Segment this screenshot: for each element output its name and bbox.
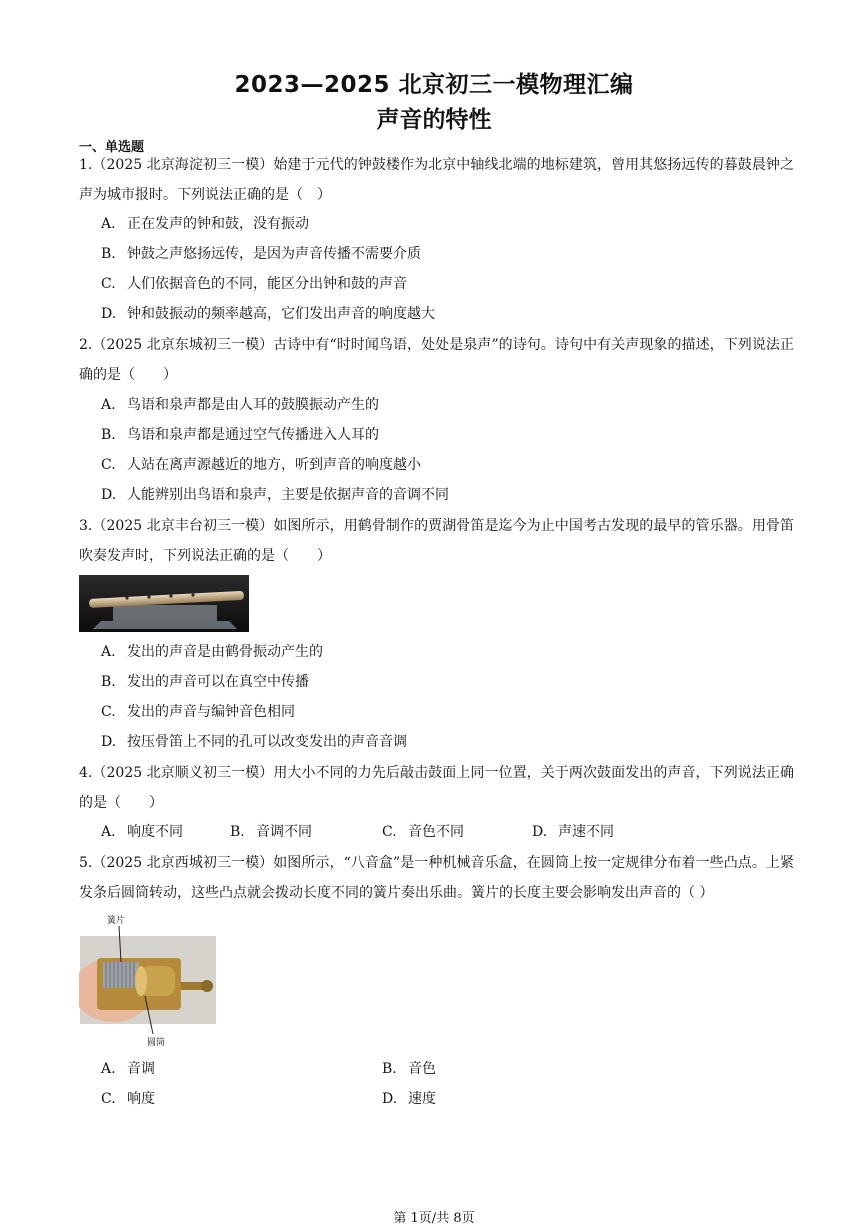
question-4-stem: 4.（2025 北京顺义初三一模）用大小不同的力先后敲击鼓面上同一位置，关于两次鼓面发出的声音，下列说法正确的是（ ）: [79, 765, 794, 811]
question-3-stem: 3.（2025 北京丰台初三一模）如图所示，用鹤骨制作的贾湖骨笛是迄今为止中国考古发现的最早的管乐器。用骨笛吹奏发声时，下列说法正确的是（ ）: [79, 518, 794, 564]
page-number: 第 1页/共 8页: [393, 1211, 475, 1226]
bone-flute-image: [79, 575, 249, 632]
question-3-option-a: A. 发出的声音是由鹤骨振动产生的: [101, 644, 323, 660]
question-4-option-d: D. 声速不同: [532, 824, 614, 840]
question-1-option-d: D. 钟和鼓振动的频率越高，它们发出声音的响度越大: [101, 306, 435, 322]
question-5-option-a: A. 音调: [101, 1061, 155, 1077]
question-1-option-c: C. 人们依据音色的不同，能区分出钟和鼓的声音: [101, 276, 407, 292]
question-2-option-c: C. 人站在离声源越近的地方，听到声音的响度越小: [101, 457, 421, 473]
question-4-option-b: B. 音调不同: [230, 824, 312, 840]
question-2-option-b: B. 鸟语和泉声都是通过空气传播进入人耳的: [101, 427, 379, 443]
question-2-option-d: D. 人能辨别出鸟语和泉声，主要是依据声音的音调不同: [101, 487, 449, 503]
question-5-option-c: C. 响度: [101, 1091, 155, 1107]
section-heading: 一、单选题: [79, 140, 145, 155]
figure-label-reed: 簧片: [107, 916, 126, 926]
question-1-option-b: B. 钟鼓之声悠扬远传，是因为声音传播不需要介质: [101, 246, 421, 262]
question-4-option-a: A. 响度不同: [101, 824, 183, 840]
document-title: 2023—2025 北京初三一模物理汇编: [234, 72, 634, 98]
question-3-option-c: C. 发出的声音与编钟音色相同: [101, 704, 295, 720]
question-3-option-b: B. 发出的声音可以在真空中传播: [101, 674, 309, 690]
question-5-option-b: B. 音色: [382, 1061, 436, 1077]
figure-label-cylinder: 圆筒: [147, 1038, 166, 1048]
question-3-option-d: D. 按压骨笛上不同的孔可以改变发出的声音音调: [101, 734, 407, 750]
question-4-option-c: C. 音色不同: [382, 824, 464, 840]
question-2-stem: 2.（2025 北京东城初三一模）古诗中有“时时闻鸟语，处处是泉声”的诗句。诗句中有关声现象的描述，下列说法正确的是（ ）: [79, 337, 794, 383]
question-5-option-d: D. 速度: [382, 1091, 436, 1107]
question-1-stem: 1.（2025 北京海淀初三一模）始建于元代的钟鼓楼作为北京中轴线北端的地标建筑，曾用其悠扬远传的暮鼓晨钟之声为城市报时。下列说法正确的是（ ）: [79, 157, 794, 203]
question-5-stem: 5.（2025 北京西城初三一模）如图所示，“八音盒”是一种机械音乐盒，在圆筒上按一定规律分布着一些凸点。上紧发条后圆筒转动，这些凸点就会拨动长度不同的簧片奏出乐曲。簧片的长度主要会影响发出声音的（ ）: [79, 855, 794, 901]
question-2-option-a: A. 鸟语和泉声都是由人耳的鼓膜振动产生的: [101, 397, 379, 413]
music-box-figure: [79, 912, 219, 1052]
document-subtitle: 声音的特性: [376, 107, 492, 133]
question-1-option-a: A. 正在发声的钟和鼓，没有振动: [101, 216, 309, 232]
